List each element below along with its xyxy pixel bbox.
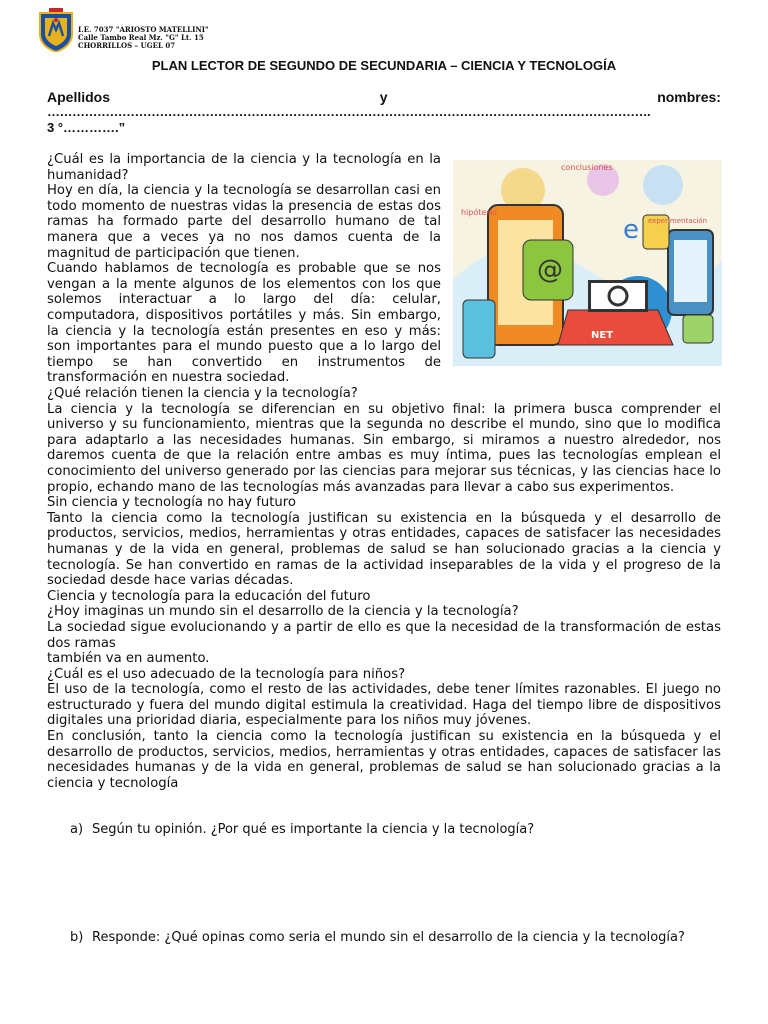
main-text — [47, 386, 721, 791]
svg-text:NET: NET — [591, 330, 614, 341]
svg-text:conclusiones: conclusiones — [561, 163, 613, 172]
school-address: Calle Tambo Real Mz. "G" Lt. 15 — [78, 33, 204, 42]
paragraph: La sociedad sigue evolucionando y a partir de ello es que la necesidad de la transformación de estas dos ramas — [47, 619, 721, 651]
and-label: y — [379, 89, 388, 105]
svg-text:hipótesis: hipótesis — [461, 208, 497, 217]
question-heading: ¿Qué relación tienen la ciencia y la tecnología? — [47, 386, 358, 401]
question-b — [70, 930, 720, 946]
question-heading: ¿Cuál es la importancia de la ciencia y la tecnología en la humanidad? — [47, 152, 441, 183]
question-text: Responde: ¿Qué opinas como seria el mundo sin el desarrollo de la ciencia y la tecnología? — [92, 929, 685, 945]
school-info — [78, 26, 209, 50]
school-crest-logo — [38, 8, 74, 52]
surname-label: Apellidos — [47, 89, 111, 105]
school-district: CHORRILLOS – UGEL 07 — [78, 41, 176, 50]
paragraph: también va en aumento. — [47, 651, 210, 667]
answer-space-a[interactable] — [70, 838, 720, 930]
paragraph: Cuando hablamos de tecnología es probable que se nos vengan a la mente algunos de los elementos con los que solemos interactuar a lo largo del día: celular, computadora, dispositivos portátiles y más. Sin embargo, la ciencia y la tecnología están presentes en eso y más: son importantes para el mundo puesto que a lo largo del tiempo se han convertido en instrumentos de transformación en nuestra sociedad. — [47, 261, 441, 386]
intro-text — [47, 152, 441, 386]
section-heading: Ciencia y tecnología para la educación del futuro — [47, 588, 371, 604]
paragraph: Hoy en día, la ciencia y la tecnología se desarrollan casi en todo momento de nuestras vidas la presencia de estas dos ramas ha formado parte del desarrollo humano de tal manera que a veces ya no nos damos cuenta de la magnitud de participación que tienen. — [47, 183, 441, 261]
svg-text:@: @ — [537, 255, 563, 285]
question-text: Según tu opinión. ¿Por qué es importante la ciencia y la tecnología? — [92, 822, 535, 837]
questions — [70, 822, 720, 945]
page-title: PLAN LECTOR DE SEGUNDO DE SECUNDARIA – CIENCIA Y TECNOLOGÍA — [151, 58, 617, 73]
paragraph: En conclusión, tanto la ciencia como la tecnología justifican su existencia en la búsqueda y el desarrollo de productos, servicios, medios, herramientas y otras entidades, capaces de satisfacer las necesidades humanas y de la vida en general, problemas de salud se han solucionado gracias a la ciencia y tecnología — [47, 729, 721, 791]
question-label: b) — [70, 929, 84, 945]
name-line — [47, 89, 721, 105]
section-heading: Sin ciencia y tecnología no hay futuro — [47, 495, 296, 511]
technology-illustration — [453, 160, 722, 366]
question-heading: ¿Cuál es el uso adecuado de la tecnología para niños? — [47, 666, 406, 682]
grade-line[interactable]: 3 °………….” — [47, 120, 126, 135]
name-fill-line[interactable]: ………………………………………………………………………………………………………………………………. — [47, 104, 651, 119]
svg-text:experimentación: experimentación — [648, 217, 708, 225]
question-label: a) — [70, 822, 84, 837]
names-label: nombres: — [657, 89, 721, 105]
question-heading: ¿Hoy imaginas un mundo sin el desarrollo de la ciencia y la tecnología? — [47, 604, 519, 620]
svg-text:e: e — [623, 215, 639, 245]
school-name: I.E. 7037 "ARIOSTO MATELLINI" — [78, 25, 209, 34]
question-a — [70, 822, 720, 838]
paragraph: Tanto la ciencia como la tecnología justifican su existencia en la búsqueda y el desarrollo de productos, servicios, medios, herramientas y otras entidades, capaces de satisfacer las necesidades humanas y de la vida en general, problemas de salud se han solucionado gracias a la ciencia y tecnología. Se han convertido en ramas de la actividad inseparables de la vida y el progreso de la sociedad desde hace varias décadas. — [47, 510, 721, 589]
paragraph: La ciencia y la tecnología se diferencian en su objetivo final: la primera busca comprender el universo y su funcionamiento, mientras que la segunda no describe el mundo, sino que lo modifica para adaptarlo a las necesidades humanas. Sin embargo, si miramos a nuestro alrededor, nos daremos cuenta de que la relación entre ambas es muy íntima, pues las tecnologías emplean el conocimiento del universo generado por las ciencias para mejorar sus técnicas, y las ciencias hace lo propio, echando mano de las tecnologías más avanzadas para llevar a cabo sus experimentos. — [47, 401, 721, 495]
paragraph: El uso de la tecnología, como el resto de las actividades, debe tener límites razonables. El juego no estructurado y fuera del mundo digital estimula la creatividad. Haga del tiempo libre de dispositivos digitales una prioridad diaria, especialmente para los niños muy jóvenes. — [47, 682, 721, 729]
